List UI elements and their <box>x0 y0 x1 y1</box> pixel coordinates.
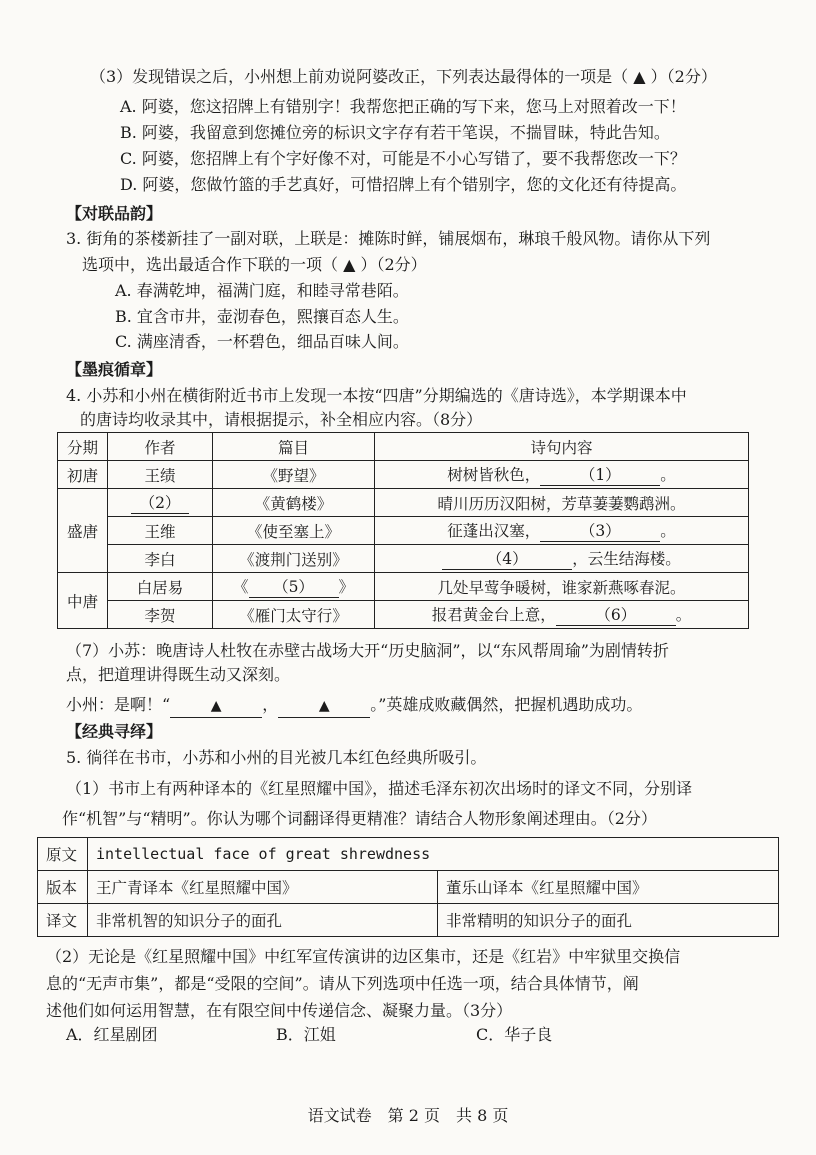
q3-option-d: D. 阿婆，您做竹篮的手艺真好，可惜招牌上有个错别字，您的文化还有待提高。 <box>120 175 687 194</box>
title-cell: 《雁门太守行》 <box>213 601 375 629</box>
label-translation: 译文 <box>38 904 88 937</box>
page-footer: 语文试卷 第 2 页 共 8 页 <box>307 1106 509 1125</box>
poem-text: 。 <box>675 606 692 624</box>
author-cell: 李贺 <box>108 601 213 629</box>
table-row <box>58 517 749 545</box>
table-row <box>58 573 749 601</box>
table-row <box>38 838 779 871</box>
poem-text: 征蓬出汉塞， <box>447 522 541 540</box>
question-4-7-line2: 点，把道理讲得既生动又深刻。 <box>66 665 291 684</box>
author-cell: 王绩 <box>108 461 213 489</box>
version-a: 王广青译本《红星照耀中国》 <box>88 871 438 904</box>
table-row <box>58 545 749 573</box>
table-row <box>58 601 749 629</box>
question-3-stem-line2: 选项中，选出最适合作下联的一项（ ▲ ）（2分） <box>82 255 427 274</box>
header-author: 作者 <box>108 433 213 461</box>
triangle-marker: ▲ <box>318 698 330 714</box>
period-zhongtang: 中唐 <box>58 573 108 629</box>
q3-option-a: A. 阿婆，您这招牌上有错别字！我帮您把正确的写下来，您马上对照着改一下！ <box>120 97 686 116</box>
content-cell <box>375 517 749 545</box>
question-4-stem-line2: 的唐诗均收录其中，请根据提示，补全相应内容。（8分） <box>80 410 483 429</box>
tang-poetry-table <box>57 432 749 629</box>
q3-option-c: C. 阿婆，您招牌上有个字好像不对，可能是不小心写错了，要不我帮您改一下？ <box>120 149 686 168</box>
answer-blank-7b[interactable] <box>278 694 370 718</box>
answer-blank-3[interactable]: （3） <box>540 519 660 542</box>
answer-blank-5[interactable]: （5） <box>249 575 339 598</box>
translation-a: 非常机智的知识分子的面孔 <box>88 904 438 937</box>
translation-b: 非常精明的知识分子的面孔 <box>438 904 779 937</box>
poem-text: ，云生结海楼。 <box>572 550 681 568</box>
poem-text: 树树皆秋色， <box>447 466 541 484</box>
section-jingdian-heading: 【经典寻绎】 <box>66 722 163 741</box>
table-row <box>58 461 749 489</box>
author-cell <box>108 489 213 517</box>
answer-blank-6[interactable]: （6） <box>556 603 676 626</box>
author-cell: 白居易 <box>108 573 213 601</box>
title-cell: 《渡荆门送别》 <box>213 545 375 573</box>
original-text: intellectual face of great shrewdness <box>88 838 779 871</box>
question-3-option-c: C. 满座清香，一杯碧色，细品百味人间。 <box>115 332 409 351</box>
title-bracket: 》 <box>338 578 355 596</box>
author-cell: 王维 <box>108 517 213 545</box>
content-cell: 几处早莺争暖树，谁家新燕啄春泥。 <box>375 573 749 601</box>
table-row <box>38 904 779 937</box>
title-cell: 《黄鹤楼》 <box>213 489 375 517</box>
question-5-2-option-c: C．华子良 <box>476 1025 553 1044</box>
question-4-stem-line1: 4. 小苏和小州在横街附近书市上发现一本按“四唐”分期编选的《唐诗选》，本学期课本中 <box>66 386 687 405</box>
header-period: 分期 <box>58 433 108 461</box>
label-version: 版本 <box>38 871 88 904</box>
header-title: 篇目 <box>213 433 375 461</box>
question-5-2-line1: （2）无论是《红星照耀中国》中红军宣传演讲的边区集市，还是《红岩》中牢狱里交换信 <box>46 947 681 966</box>
translation-table <box>37 837 779 937</box>
header-content: 诗句内容 <box>375 433 749 461</box>
answer-blank-7a[interactable] <box>170 694 262 718</box>
answer-blank-2[interactable]: （2） <box>131 491 189 514</box>
period-chutang: 初唐 <box>58 461 108 489</box>
triangle-marker: ▲ <box>210 698 222 714</box>
question-3-option-b: B. 宜含市井，壶沏春色，熙攘百态人生。 <box>115 307 409 326</box>
title-bracket: 《 <box>232 578 249 596</box>
question-4-7-reply <box>66 694 642 718</box>
section-moji-heading: 【墨痕循章】 <box>66 360 163 379</box>
answer-blank-1[interactable]: （1） <box>540 463 660 486</box>
question-4-7-line1: （7）小苏：晚唐诗人杜牧在赤壁古战场大开“历史脑洞”，以“东风帮周瑜”为剧情转折 <box>66 641 669 660</box>
title-cell: 《使至塞上》 <box>213 517 375 545</box>
poem-text: 。 <box>660 466 676 484</box>
content-cell <box>375 545 749 573</box>
question-5-1-line1: （1）书市上有两种译本的《红星照耀中国》，描述毛泽东初次出场时的译文不同，分别译 <box>66 779 693 798</box>
q3-option-b: B. 阿婆，我留意到您摊位旁的标识文字存有若干笔误，不揣冒昧，特此告知。 <box>120 123 670 142</box>
content-cell: 晴川历历汉阳树，芳草萋萋鹦鹉洲。 <box>375 489 749 517</box>
content-cell <box>375 461 749 489</box>
reply-tail: 。”英雄成败藏偶然，把握机遇助成功。 <box>370 695 643 714</box>
question-3-stem-line1: 3. 街角的茶楼新挂了一副对联，上联是：摊陈时鲜，铺展烟布，琳琅千般风物。请你从下列 <box>66 229 711 248</box>
q3-stem: （3）发现错误之后，小州想上前劝说阿婆改正，下列表达最得体的一项是（ ▲ ）（2分） <box>90 67 717 86</box>
version-b: 董乐山译本《红星照耀中国》 <box>438 871 779 904</box>
question-3-option-a: A. 春满乾坤，福满门庭，和睦寻常巷陌。 <box>115 281 409 300</box>
question-5-2-option-a: A．红星剧团 <box>66 1025 158 1044</box>
section-duilian-heading: 【对联品韵】 <box>66 204 163 223</box>
period-shengtang: 盛唐 <box>58 489 108 573</box>
table-header-row <box>58 433 749 461</box>
label-original: 原文 <box>38 838 88 871</box>
author-cell: 李白 <box>108 545 213 573</box>
table-row <box>58 489 749 517</box>
poem-text: 报君黄金台上意， <box>431 606 556 624</box>
table-row <box>38 871 779 904</box>
title-cell: 《野望》 <box>213 461 375 489</box>
question-5-2-option-b: B．江姐 <box>276 1025 336 1044</box>
answer-blank-4[interactable]: （4） <box>442 547 572 570</box>
question-5-1-line2: 作“机智”与“精明”。你认为哪个词翻译得更精准？请结合人物形象阐述理由。（2分） <box>62 809 657 828</box>
title-cell <box>213 573 375 601</box>
content-cell <box>375 601 749 629</box>
separator: ， <box>262 695 279 714</box>
question-5-2-line3: 述他们如何运用智慧，在有限空间中传递信念、凝聚力量。（3分） <box>46 1001 513 1020</box>
poem-text: 。 <box>660 522 676 540</box>
question-5-stem: 5. 徜徉在书市，小苏和小州的目光被几本红色经典所吸引。 <box>66 748 487 767</box>
question-5-2-line2: 息的“无声市集”，都是“受限的空间”。请从下列选项中任选一项，结合具体情节，阐 <box>46 974 639 993</box>
reply-lead: 小州：是啊！“ <box>66 695 171 714</box>
